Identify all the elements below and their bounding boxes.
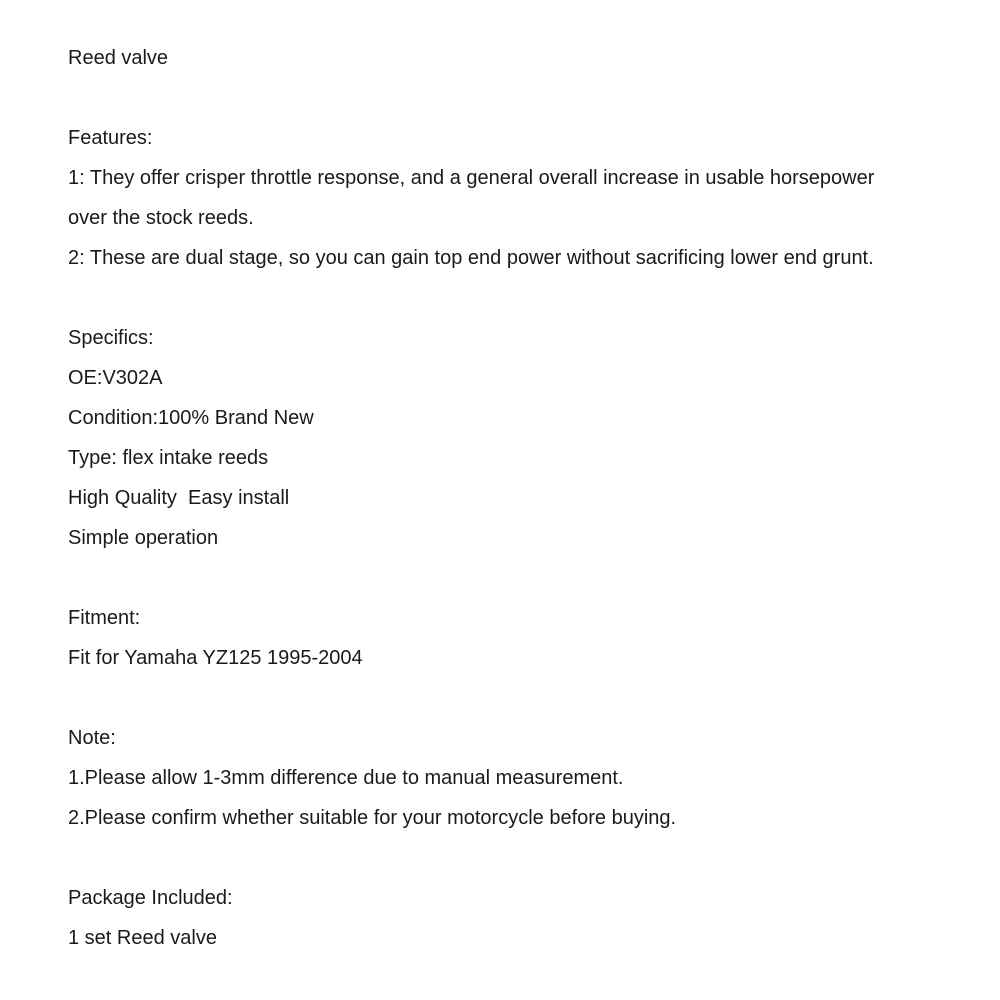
section-package-included: [68, 878, 1000, 958]
text-line: OE:V302A: [68, 367, 163, 389]
text-line: 1: They offer crisper throttle response, and a general overall increase in usable horsepower: [68, 167, 875, 189]
text-line: Simple operation: [68, 527, 219, 549]
section-features: [68, 118, 1000, 278]
section-heading: Specifics:: [68, 327, 154, 349]
section-heading: Package Included:: [68, 887, 233, 909]
text-line: over the stock reeds.: [68, 207, 254, 229]
section-note: [68, 718, 1000, 838]
section-fitment: [68, 598, 1000, 678]
text-line: 2: These are dual stage, so you can gain top end power without sacrificing lower end grunt.: [68, 247, 874, 269]
text-line: 1.Please allow 1-3mm difference due to manual measurement.: [68, 767, 624, 789]
section-heading: Fitment:: [68, 607, 141, 629]
text-line: 2.Please confirm whether suitable for your motorcycle before buying.: [68, 807, 677, 829]
section-specifics: [68, 318, 1000, 558]
document-title: Reed valve: [68, 47, 169, 69]
section-heading: Note:: [68, 727, 116, 749]
section-heading: Features:: [68, 127, 153, 149]
text-line: Condition:100% Brand New: [68, 407, 314, 429]
text-line: 1 set Reed valve: [68, 927, 217, 949]
text-line: High Quality Easy install: [68, 487, 290, 509]
text-line: Type: flex intake reeds: [68, 447, 269, 469]
text-line: Fit for Yamaha YZ125 1995-2004: [68, 647, 363, 669]
